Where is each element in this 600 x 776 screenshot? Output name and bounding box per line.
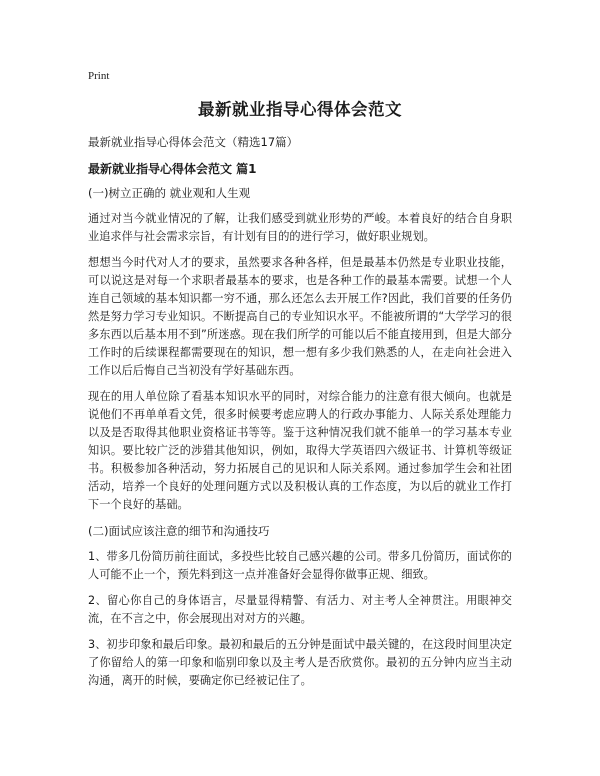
- list-item-paragraph: 2、留心你自己的身体语言，尽量显得精警、有活力、对主考人全神贯注。用眼神交流，在不言之中，你会展现出对对方的兴趣。: [88, 594, 512, 625]
- list-item-paragraph: 3、初步印象和最后印象。最初和最后的五分钟是面试中最关键的，在这段时间里决定了你留给人的第一印象和临别印象以及主考人是否欣赏你。最初的五分钟内应当主动沟通，离开的时候，要确定你已经被记住了。: [88, 638, 512, 687]
- document-title: 最新就业指导心得体会范文: [198, 100, 402, 119]
- paragraph: 通过对当今就业情况的了解，让我们感受到就业形势的严峻。本着良好的结合自身职业追求伴与社会需求宗旨，有计划有目的的进行学习，做好职业规划。: [88, 212, 512, 243]
- subheading-1: (一)树立正确的 就业观和人生观: [88, 186, 251, 200]
- paragraph: 想想当今时代对人才的要求，虽然要求各种各样，但是最基本仍然是专业职业技能，可以说这是对每一个求职者最基本的要求，也是各种工作的最基本需要。试想一个人连自己领域的基本知识都一穷不通，那么还怎么去开展工作?因此，我们首要的任务仍然是努力学习专业知识。不断提高自己的专业知识水平。不能被所谓的“大学学习的很多东西以后基本用不到”所迷惑。现在我们所学的可能以后不能直接用到，但是大部分工作时的后续课程都需要现在的知识，想一想有多少我们熟悉的人，在走向社会进入工作以后后悔自己当初没有学好基础东西。: [88, 256, 512, 377]
- list-item-paragraph: 1、带多几份简历前往面试，多投些比较自己感兴趣的公司。带多几份简历，面试你的人可能不止一个，预先料到这一点并准备好会显得你做事正规、细致。: [88, 550, 512, 581]
- print-label: Print: [88, 70, 110, 82]
- document-subtitle: 最新就业指导心得体会范文（精选17篇）: [88, 135, 299, 149]
- subheading-2: (二)面试应该注意的细节和沟通技巧: [88, 524, 270, 538]
- paragraph: 现在的用人单位除了看基本知识水平的同时，对综合能力的注意有很大倾向。也就是说他们不再单单看文凭，很多时候要考虑应聘人的行政办事能力、人际关系处理能力以及是否取得其他职业资格证书等等。鉴于这种情况我们就不能单一的学习基本专业知识。要比较广泛的涉猎其他知识，例如，取得大学英语四六级证书、计算机等级证书。积极参加各种活动，努力拓展自己的见识和人际关系网。通过参加学生会和社团活动，培养一个良好的处理问题方式以及积极认真的工作态度，为以后的就业工作打下一个良好的基础。: [88, 390, 512, 511]
- section-title: 最新就业指导心得体会范文 篇1: [88, 162, 257, 176]
